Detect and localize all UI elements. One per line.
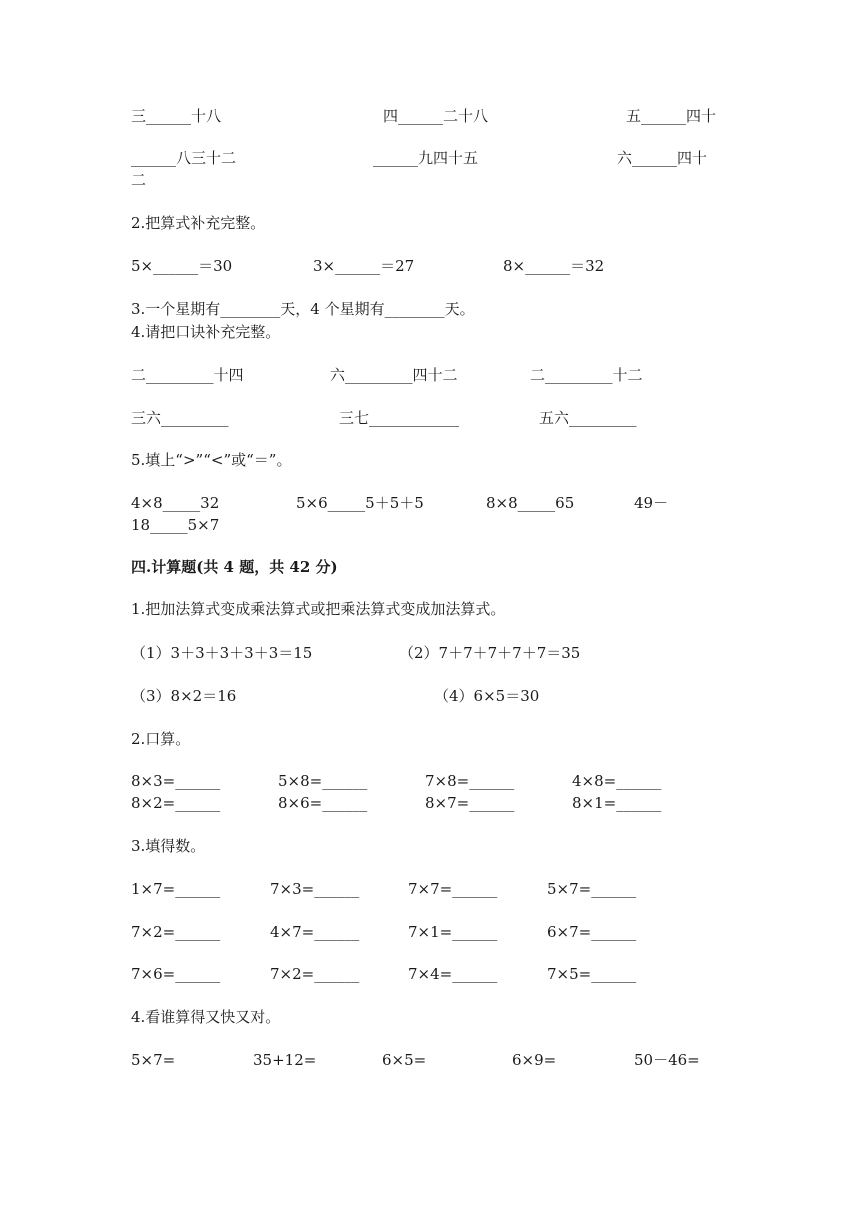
blank-item: 三______十八 — [131, 107, 222, 125]
calc-item: 7×7=______ — [408, 880, 498, 898]
calc-item: 7×1=______ — [408, 923, 498, 941]
blank-item-wrap: 二 — [131, 171, 147, 189]
calc-item: 8×3=______ — [131, 772, 221, 790]
blank-item: 四______二十八 — [383, 107, 489, 125]
calc-item: 5×7= — [131, 1051, 176, 1069]
section-title: 四.计算题(共 4 题，共 42 分) — [131, 558, 338, 576]
blank-item: ______八三十二 — [131, 149, 237, 167]
compare-item: 8×8_____65 — [486, 494, 575, 512]
compare-item: 4×8_____32 — [131, 494, 220, 512]
blank-item: 六_________四十二 — [330, 366, 458, 384]
blank-item: 二_________十二 — [530, 366, 643, 384]
question-title: 2.口算。 — [131, 730, 191, 748]
compare-item: 49－ — [634, 494, 669, 512]
blank-item: 三七____________ — [339, 409, 460, 427]
calc-item: 5×7=______ — [547, 880, 637, 898]
calc-item: 6×9= — [512, 1051, 557, 1069]
calc-item: 4×7=______ — [270, 923, 360, 941]
calc-item: 6×7=______ — [547, 923, 637, 941]
question-title: 1.把加法算式变成乘法算式或把乘法算式变成加法算式。 — [131, 600, 506, 618]
equation-item: 8×______＝32 — [503, 257, 605, 275]
calc-item: 7×4=______ — [408, 965, 498, 983]
calc-item: 7×6=______ — [131, 965, 221, 983]
blank-item: 五______四十 — [626, 107, 717, 125]
equation-item: 5×______＝30 — [131, 257, 233, 275]
calc-item: 50－46= — [634, 1051, 700, 1069]
blank-item: 二_________十四 — [131, 366, 244, 384]
equation-item: （3）8×2＝16 — [131, 687, 237, 705]
calc-item: 8×6=______ — [278, 794, 368, 812]
compare-item: 5×6_____5＋5＋5 — [296, 494, 424, 512]
blank-item: ______九四十五 — [373, 149, 479, 167]
question-title: 2.把算式补充完整。 — [131, 214, 266, 232]
calc-item: 8×1=______ — [572, 794, 662, 812]
calc-item: 7×3=______ — [270, 880, 360, 898]
question-text: 3.一个星期有________天，4 个星期有________天。 — [131, 300, 475, 318]
calc-item: 7×8=______ — [425, 772, 515, 790]
equation-item: （4）6×5＝30 — [434, 687, 540, 705]
question-title: 4.请把口诀补充完整。 — [131, 323, 281, 341]
calc-item: 7×2=______ — [131, 923, 221, 941]
calc-item: 1×7=______ — [131, 880, 221, 898]
blank-item: 三六_________ — [131, 409, 229, 427]
equation-item: 3×______＝27 — [313, 257, 415, 275]
question-title: 5.填上“>”“<”或“＝”。 — [131, 451, 292, 469]
equation-item: （2）7＋7＋7＋7＋7＝35 — [399, 644, 581, 662]
calc-item: 35+12= — [253, 1051, 317, 1069]
blank-item: 六______四十 — [617, 149, 708, 167]
question-title: 4.看谁算得又快又对。 — [131, 1008, 281, 1026]
calc-item: 5×8=______ — [278, 772, 368, 790]
calc-item: 7×5=______ — [547, 965, 637, 983]
calc-item: 7×2=______ — [270, 965, 360, 983]
compare-item-wrap: 18_____5×7 — [131, 516, 220, 534]
calc-item: 8×7=______ — [425, 794, 515, 812]
calc-item: 6×5= — [382, 1051, 427, 1069]
calc-item: 8×2=______ — [131, 794, 221, 812]
question-title: 3.填得数。 — [131, 837, 206, 855]
calc-item: 4×8=______ — [572, 772, 662, 790]
blank-item: 五六_________ — [539, 409, 637, 427]
equation-item: （1）3＋3＋3＋3＋3＝15 — [131, 644, 313, 662]
